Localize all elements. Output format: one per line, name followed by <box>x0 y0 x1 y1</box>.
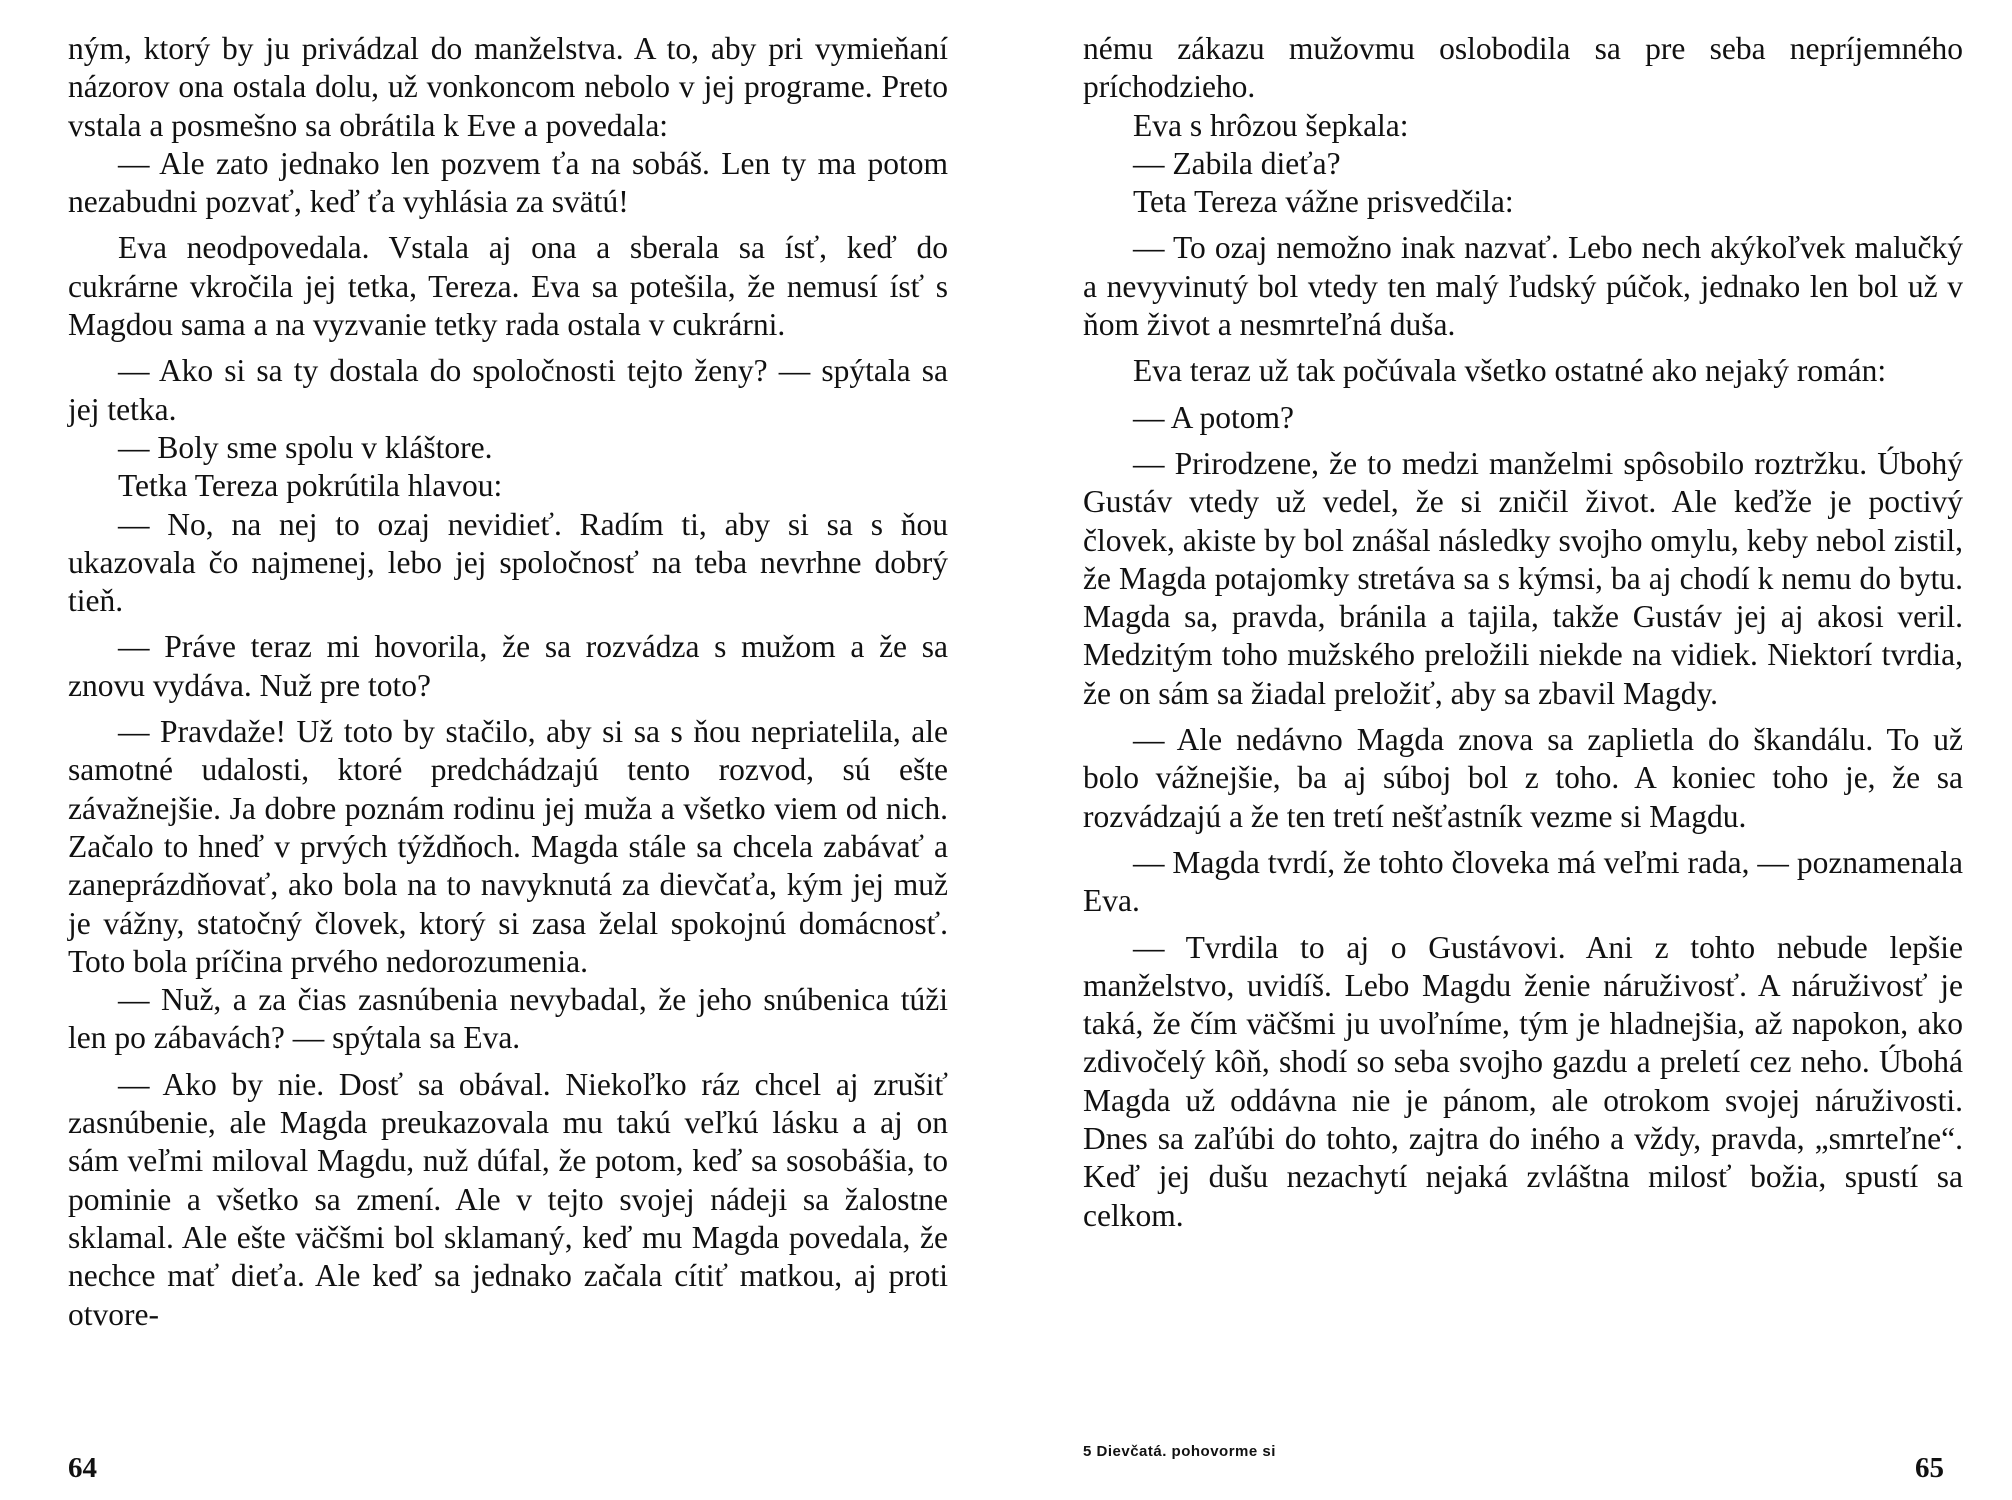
left-page-text <box>68 30 948 1334</box>
right-page <box>1006 0 2012 1500</box>
paragraph: ným, ktorý by ju privádzal do manželstva. A to, aby pri vymieňaní názorov ona ostala dolu, už vonkoncom nebolo v jej programe. Preto vstala a posmešno sa obrátila k Eve a povedala: <box>68 31 948 143</box>
right-page-text <box>1083 30 1963 1235</box>
paragraph: — Ale nedávno Magda znova sa zaplietla do škandálu. To už bolo vážnejšie, ba aj súboj bol z toho. A koniec toho je, že sa rozvádzajú a že ten tretí nešťastník vezme si Magdu. <box>1083 722 1963 834</box>
paragraph: — Ale zato jednako len pozvem ťa na sobáš. Len ty ma potom nezabudni pozvať, keď ťa vyhlásia za svätú! <box>68 145 948 220</box>
page-number: 64 <box>68 1452 97 1484</box>
paragraph: — Ako by nie. Dosť sa obával. Niekoľko ráz chcel aj zrušiť zasnúbenie, ale Magda preukazovala mu takú veľkú lásku a aj on sám veľmi miloval Magdu, nuž dúfal, že potom, keď sa sosobášia, to pominie a všetko sa zmení. Ale v tejto svojej nádeji sa žalostne sklamal. Ale ešte väčšmi bol sklamaný, keď mu Magda povedala, že nechce mať dieťa. Ale keď sa jednako začala cítiť matkou, aj proti otvore- <box>68 1066 948 1332</box>
paragraph: — Magda tvrdí, že tohto človeka má veľmi rada, — poznamenala Eva. <box>1083 844 1963 919</box>
paragraph: Eva neodpovedala. Vstala aj ona a sberala sa ísť, keď do cukrárne vkročila jej tetka, Tereza. Eva sa potešila, že nemusí ísť s Magdou sama a na vyzvanie tetky rada ostala v cukrárni. <box>68 230 948 343</box>
paragraph: Tetka Tereza pokrútila hlavou: <box>118 468 503 504</box>
page-number: 65 <box>1915 1452 1944 1484</box>
paragraph: nému zákazu mužovmu oslobodila sa pre seba nepríjemného príchodzieho. <box>1083 31 1963 105</box>
paragraph: — No, na nej to ozaj nevidieť. Radím ti, aby si sa s ňou ukazovala čo najmenej, lebo jej spoločnosť na teba nevrhne dobrý tieň. <box>68 506 948 619</box>
paragraph: Teta Tereza vážne prisvedčila: <box>1133 184 1514 220</box>
paragraph: — Ako si sa ty dostala do spoločnosti tejto ženy? — spýtala sa jej tetka. <box>68 353 948 427</box>
paragraph: — A potom? <box>1133 399 1295 435</box>
paragraph: — Tvrdila to aj o Gustávovi. Ani z tohto nebude lepšie manželstvo, uvidíš. Lebo Magdu ženie náruživosť. A náruživosť je taká, že čím väčšmi ju uvoľníme, tým je hladnejšia, až napokon, ako zdivočelý kôň, shodí so seba svojho gazdu a preletí cez neho. Úbohá Magda už oddávna nie je pánom, ale otrokom svojej náruživosti. Dnes sa zaľúbi do tohto, zajtra do iného a vždy, pravda, „smrteľne“. Keď jej dušu nezachytí nejaká zvláštna milosť božia, spustí sa celkom. <box>1083 929 1963 1233</box>
signature-mark: 5 Dievčatá. pohovorme si <box>1083 1443 1276 1460</box>
paragraph: — Nuž, a za čias zasnúbenia nevybadal, že jeho snúbenica túži len po zábavách? — spýtala sa Eva. <box>68 982 948 1056</box>
paragraph: — Práve teraz mi hovorila, že sa rozvádza s mužom a že sa znovu vydáva. Nuž pre toto? <box>68 629 948 703</box>
paragraph: — Pravdaže! Už toto by stačilo, aby si sa s ňou nepriatelila, ale samotné udalosti, ktoré predchádzajú tento rozvod, sú ešte závažnejšie. Ja dobre poznám rodinu jej muža a všetko viem od nich. Začalo to hneď v prvých týždňoch. Magda stále sa chcela zabávať a zaneprázdňovať, ako bola na to navyknutá za dievčaťa, kým jej muž je vážny, statočný človek, ktorý si zasa želal spokojnú domácnosť. Toto bola príčina prvého nedorozumenia. <box>68 714 948 979</box>
paragraph: Eva s hrôzou šepkala: <box>1133 107 1409 143</box>
paragraph: Eva teraz už tak počúvala všetko ostatné ako nejaký román: <box>1133 353 1887 389</box>
paragraph: — To ozaj nemožno inak nazvať. Lebo nech akýkoľvek malučký a nevyvinutý bol vtedy ten malý ľudský púčok, jednako len bol už v ňom život a nesmrteľná duša. <box>1083 230 1963 343</box>
paragraph: — Boly sme spolu v kláštore. <box>118 429 493 465</box>
paragraph: — Zabila dieťa? <box>1133 145 1341 181</box>
paragraph: — Prirodzene, že to medzi manželmi spôsobilo roztržku. Úbohý Gustáv vtedy už vedel, že si zničil život. Ale keďže je poctivý človek, akiste by bol znášal následky svojho omylu, keby nebol zistil, že Magda potajomky stretáva sa s kýmsi, ba aj chodí k nemu do bytu. Magda sa, pravda, bránila a tajila, takže Gustáv jej aj akosi veril. Medzitým toho mužského preložili niekde na vidiek. Niektorí tvrdia, že on sám sa žiadal preložiť, aby sa zbavil Magdy. <box>1083 445 1963 711</box>
